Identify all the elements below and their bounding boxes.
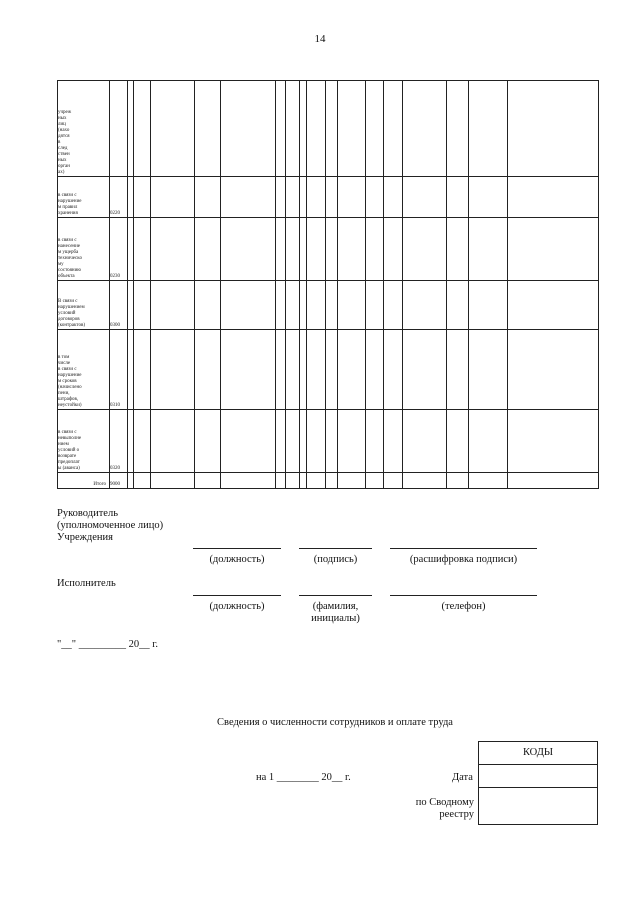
date-code-cell[interactable] <box>479 765 597 788</box>
data-cell[interactable] <box>195 81 221 177</box>
executor-fullname-line[interactable] <box>299 595 372 596</box>
data-cell[interactable] <box>286 177 300 218</box>
head-position-line[interactable] <box>193 548 281 549</box>
head-decoding-caption: (расшифровка подписи) <box>409 554 518 565</box>
data-cell[interactable] <box>508 218 599 281</box>
section-title: Сведения о численности сотрудников и оплате труда <box>217 717 453 728</box>
data-cell[interactable] <box>403 330 447 410</box>
data-cell[interactable] <box>469 281 508 330</box>
table-row <box>58 410 599 473</box>
data-cell[interactable] <box>447 81 469 177</box>
data-cell[interactable] <box>366 330 384 410</box>
data-cell[interactable] <box>384 473 403 489</box>
data-cell[interactable] <box>447 473 469 489</box>
data-cell[interactable] <box>300 81 307 177</box>
data-cell[interactable] <box>286 473 300 489</box>
data-cell[interactable] <box>195 473 221 489</box>
data-cell[interactable] <box>447 330 469 410</box>
data-cell[interactable] <box>151 410 195 473</box>
data-cell[interactable] <box>151 81 195 177</box>
head-label: Руководитель (уполномоченное лицо) Учреждения <box>57 508 164 543</box>
data-cell[interactable] <box>195 330 221 410</box>
data-cell[interactable] <box>326 410 338 473</box>
date-label: Дата <box>452 772 473 783</box>
data-cell[interactable] <box>384 281 403 330</box>
executor-label: Исполнитель <box>57 578 116 589</box>
data-cell[interactable] <box>134 218 151 281</box>
table-row <box>58 330 599 410</box>
page-number: 14 <box>314 33 326 45</box>
data-cell[interactable] <box>300 473 307 489</box>
data-cell[interactable] <box>276 281 286 330</box>
data-cell[interactable] <box>384 81 403 177</box>
as-of-date[interactable]: на 1 ________ 20__ г. <box>256 772 351 783</box>
data-cell[interactable] <box>286 330 300 410</box>
row-label: В связи с нарушением условий договоров (контрактов) <box>58 281 110 330</box>
data-cell[interactable] <box>300 281 307 330</box>
data-cell[interactable] <box>366 218 384 281</box>
data-cell[interactable] <box>326 81 338 177</box>
data-cell[interactable] <box>447 410 469 473</box>
data-cell[interactable] <box>338 330 366 410</box>
data-cell[interactable] <box>307 473 326 489</box>
data-cell[interactable] <box>307 281 326 330</box>
data-cell[interactable] <box>508 473 599 489</box>
data-cell[interactable] <box>221 330 276 410</box>
data-cell[interactable] <box>307 81 326 177</box>
data-cell[interactable] <box>307 410 326 473</box>
data-cell[interactable] <box>403 81 447 177</box>
data-cell[interactable] <box>366 281 384 330</box>
registry-code-cell[interactable] <box>479 788 597 824</box>
table-row <box>58 473 599 489</box>
data-cell[interactable] <box>447 218 469 281</box>
data-cell[interactable] <box>403 410 447 473</box>
data-cell[interactable] <box>276 81 286 177</box>
row-label: в том числе в связи с нарушение м сроков (начислено пени, штрафов, неустойки) <box>58 330 110 410</box>
row-code: 0300 <box>110 281 128 330</box>
executor-position-line[interactable] <box>193 595 281 596</box>
data-cell[interactable] <box>338 81 366 177</box>
data-cell[interactable] <box>134 177 151 218</box>
data-cell[interactable] <box>307 330 326 410</box>
registry-label: по Сводному реестру <box>415 797 474 820</box>
data-cell[interactable] <box>307 177 326 218</box>
data-cell[interactable] <box>195 177 221 218</box>
data-cell[interactable] <box>469 473 508 489</box>
data-cell[interactable] <box>326 177 338 218</box>
data-cell[interactable] <box>469 177 508 218</box>
data-cell[interactable] <box>134 81 151 177</box>
row-code: 0320 <box>110 410 128 473</box>
data-cell[interactable] <box>508 81 599 177</box>
data-cell[interactable] <box>403 177 447 218</box>
head-signature-line[interactable] <box>299 548 372 549</box>
data-cell[interactable] <box>338 410 366 473</box>
data-cell[interactable] <box>134 330 151 410</box>
data-cell[interactable] <box>366 177 384 218</box>
data-cell[interactable] <box>276 473 286 489</box>
data-cell[interactable] <box>508 330 599 410</box>
row-label: Итого <box>58 473 110 489</box>
table-row <box>58 81 599 177</box>
data-cell[interactable] <box>469 330 508 410</box>
data-cell[interactable] <box>403 281 447 330</box>
data-cell[interactable] <box>326 473 338 489</box>
data-cell[interactable] <box>276 177 286 218</box>
row-label: в связи с нарушение м правил хранения <box>58 177 110 218</box>
data-cell[interactable] <box>221 410 276 473</box>
data-cell[interactable] <box>286 218 300 281</box>
data-cell[interactable] <box>469 81 508 177</box>
data-cell[interactable] <box>447 281 469 330</box>
data-cell[interactable] <box>508 281 599 330</box>
row-code: 9000 <box>110 473 128 489</box>
head-signature-caption: (подпись) <box>313 554 358 565</box>
executor-fullname-caption: (фамилия, инициалы) <box>311 601 360 624</box>
data-cell[interactable] <box>403 473 447 489</box>
data-cell[interactable] <box>195 218 221 281</box>
data-cell[interactable] <box>151 218 195 281</box>
executor-phone-line[interactable] <box>390 595 537 596</box>
table-row <box>58 281 599 330</box>
data-cell[interactable] <box>300 410 307 473</box>
data-cell[interactable] <box>151 177 195 218</box>
row-code: 0310 <box>110 330 128 410</box>
table-row <box>58 177 599 218</box>
data-cell[interactable] <box>300 177 307 218</box>
data-cell[interactable] <box>338 218 366 281</box>
data-cell[interactable] <box>276 330 286 410</box>
data-cell[interactable] <box>403 218 447 281</box>
executor-position-caption: (должность) <box>209 601 265 612</box>
data-cell[interactable] <box>326 218 338 281</box>
row-label: учреж ных лиц (нахо дятся в след ствен ных орган ах) <box>58 81 110 177</box>
data-cell[interactable] <box>300 218 307 281</box>
data-cell[interactable] <box>366 473 384 489</box>
data-cell[interactable] <box>221 281 276 330</box>
data-cell[interactable] <box>326 281 338 330</box>
row-label: в связи с невыполне нием условий о возврате предоплат ы (аванса) <box>58 410 110 473</box>
data-cell[interactable] <box>221 473 276 489</box>
data-cell[interactable] <box>134 410 151 473</box>
data-cell[interactable] <box>508 177 599 218</box>
data-cell[interactable] <box>300 330 307 410</box>
data-table <box>57 80 599 489</box>
data-cell[interactable] <box>286 410 300 473</box>
data-cell[interactable] <box>384 330 403 410</box>
data-cell[interactable] <box>221 218 276 281</box>
data-cell[interactable] <box>307 218 326 281</box>
data-cell[interactable] <box>508 410 599 473</box>
codes-box <box>478 741 598 825</box>
data-cell[interactable] <box>447 177 469 218</box>
data-cell[interactable] <box>366 410 384 473</box>
head-position-caption: (должность) <box>209 554 265 565</box>
row-code: 0230 <box>110 218 128 281</box>
data-cell[interactable] <box>276 410 286 473</box>
data-cell[interactable] <box>384 177 403 218</box>
data-cell[interactable] <box>151 473 195 489</box>
data-cell[interactable] <box>384 410 403 473</box>
table-row <box>58 218 599 281</box>
row-code: 0220 <box>110 177 128 218</box>
data-cell[interactable] <box>276 218 286 281</box>
executor-phone-caption: (телефон) <box>441 601 486 612</box>
data-cell[interactable] <box>469 218 508 281</box>
data-cell[interactable] <box>221 177 276 218</box>
data-cell[interactable] <box>338 177 366 218</box>
data-cell[interactable] <box>134 281 151 330</box>
data-cell[interactable] <box>286 81 300 177</box>
data-cell[interactable] <box>195 281 221 330</box>
date-line[interactable]: "__" _________ 20__ г. <box>57 639 158 650</box>
data-cell[interactable] <box>384 218 403 281</box>
data-cell[interactable] <box>221 81 276 177</box>
data-cell[interactable] <box>286 281 300 330</box>
data-cell[interactable] <box>195 410 221 473</box>
data-cell[interactable] <box>151 330 195 410</box>
data-cell[interactable] <box>151 281 195 330</box>
data-cell[interactable] <box>134 473 151 489</box>
data-cell[interactable] <box>469 410 508 473</box>
codes-header: КОДЫ <box>479 742 597 765</box>
row-label: в связи с нанесение м ущерба техническо му состоянию объекта <box>58 218 110 281</box>
data-cell[interactable] <box>338 473 366 489</box>
data-cell[interactable] <box>366 81 384 177</box>
row-code <box>110 81 128 177</box>
data-cell[interactable] <box>338 281 366 330</box>
data-cell[interactable] <box>326 330 338 410</box>
head-decoding-line[interactable] <box>390 548 537 549</box>
